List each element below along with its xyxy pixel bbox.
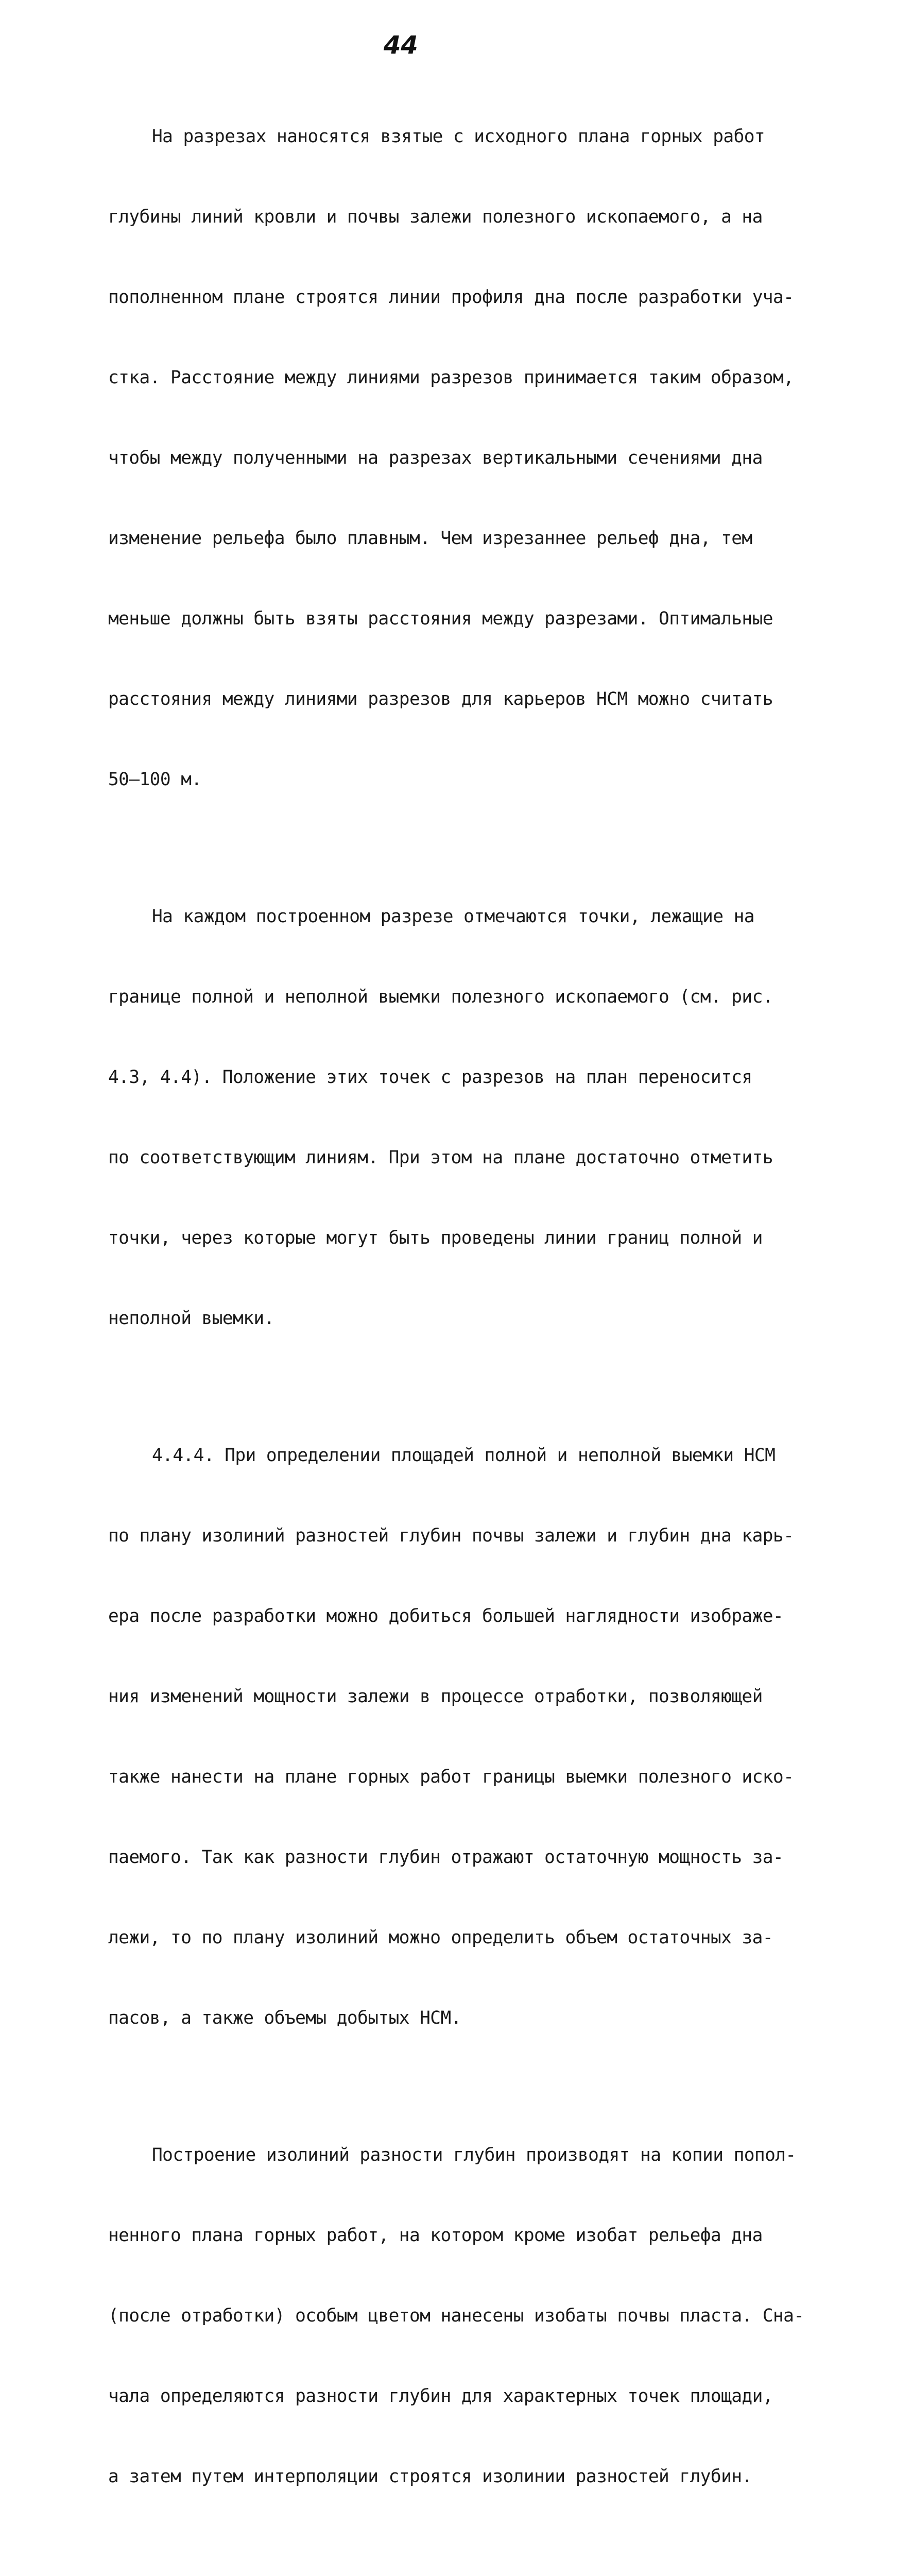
text-line: стка. Расстояние между линиями разрезов принимается таким образом,	[108, 367, 794, 388]
paragraph-1	[108, 70, 839, 846]
page-number: 44	[384, 31, 418, 60]
text-line: расстояния между линиями разрезов для карьеров НСМ можно считать	[108, 689, 773, 709]
text-line: также нанести на плане горных работ границы выемки полезного иско-	[108, 1767, 794, 1787]
text-line: 50–100 м.	[108, 769, 202, 790]
text-line: точки, через которые могут быть проведены линии границ полной и	[108, 1228, 763, 1248]
text-line: лежи, то по плану изолиний можно определить объем остаточных за-	[108, 1927, 773, 1948]
text-line: ненного плана горных работ, на котором кроме изобат рельефа дна	[108, 2225, 763, 2246]
text-line: 4.4.4. При определении площадей полной и неполной выемки НСМ	[152, 1445, 776, 1466]
body-text	[108, 70, 839, 2576]
text-line: Построение изолиний разности глубин производят на копии попол-	[152, 2145, 796, 2165]
text-line: по плану изолиний разностей глубин почвы залежи и глубин дна карь-	[108, 1526, 794, 1546]
text-line: границе полной и неполной выемки полезного ископаемого (см. рис.	[108, 987, 773, 1007]
text-line: ния изменений мощности залежи в процессе отработки, позволяющей	[108, 1686, 763, 1707]
text-line: меньше должны быть взяты расстояния между разрезами. Оптимальные	[108, 608, 773, 629]
text-line: ера после разработки можно добиться большей наглядности изображе-	[108, 1606, 784, 1626]
text-line: 4.3, 4.4). Положение этих точек с разрезов на план переносится	[108, 1067, 752, 1088]
text-line: изменение рельефа было плавным. Чем изрезаннее рельеф дна, тем	[108, 528, 752, 549]
text-line: глубины линий кровли и почвы залежи полезного ископаемого, а на	[108, 207, 763, 227]
text-line: неполной выемки.	[108, 1308, 274, 1329]
paragraph-section-4-4-4	[108, 1388, 839, 2085]
paragraph-2	[108, 850, 839, 1385]
text-line: пополненном плане строятся линии профиля дна после разработки уча-	[108, 287, 794, 308]
text-line: чтобы между полученными на разрезах вертикальными сечениями дна	[108, 448, 763, 468]
text-line: На каждом построенном разрезе отмечаются точки, лежащие на	[152, 906, 754, 927]
text-line: паемого. Так как разности глубин отражают остаточную мощность за-	[108, 1847, 784, 1868]
text-line: пасов, а также объемы добытых НСМ.	[108, 2008, 461, 2028]
text-line: На разрезах наносятся взятые с исходного плана горных работ	[152, 126, 765, 147]
text-line: а затем путем интерполяции строятся изолинии разностей глубин.	[108, 2466, 752, 2487]
text-line: (после отработки) особым цветом нанесены изобаты почвы пласта. Сна-	[108, 2306, 804, 2326]
paragraph-5	[108, 2547, 839, 2576]
text-line: по соответствующим линиям. При этом на плане достаточно отметить	[108, 1147, 773, 1168]
text-line: чала определяются разности глубин для характерных точек площади,	[108, 2386, 773, 2406]
paragraph-4	[108, 2088, 839, 2544]
